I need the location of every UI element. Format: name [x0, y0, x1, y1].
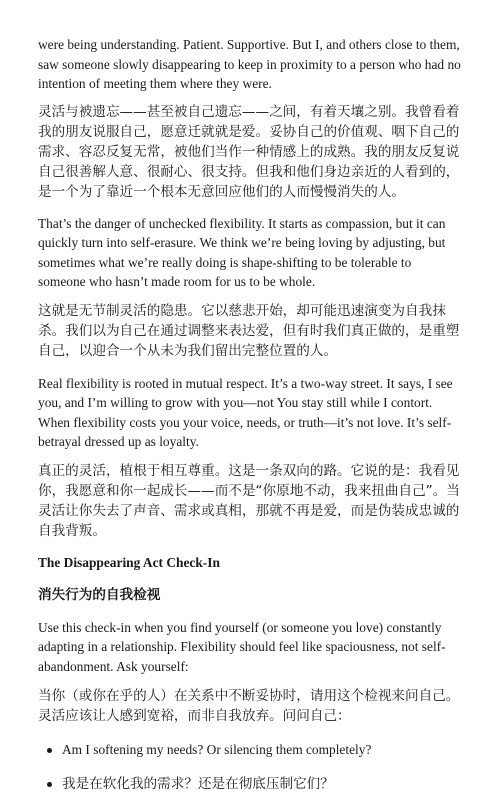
- list-item-text: 我是在软化我的需求？还是在彻底压制它们？: [62, 775, 334, 792]
- list-item: [38, 774, 462, 794]
- paragraph-chinese-4: 当你（或你在乎的人）在关系中不断妥协时，请用这个检视来问自己。灵活应该让人感到宽裕，而非自我放弃。问问自己：: [38, 688, 460, 724]
- paragraph-chinese-1: 灵活与被遗忘——甚至被自己遗忘——之间，有着天壤之别。我曾看着我的朋友说服自己，愿意迁就就是爱。妥协自己的价值观、咽下自己的需求、容忍反复无常，被他们当作一种情感上的成熟。我的朋友反复说自己很善解人意、很耐心、很支持。但我和他们身边亲近的人看到的，是一个为了靠近一个根本无意回应他们的人而慢慢消失的人。: [38, 103, 460, 200]
- bullet-icon: [47, 748, 52, 753]
- bullet-icon: [47, 782, 52, 787]
- section-heading-english: The Disappearing Act Check-In: [38, 554, 220, 570]
- paragraph-english-2: That’s the danger of unchecked flexibility. It starts as compassion, but it can quickly turn into self-erasure. We think we’re being loving by adjusting, but sometimes what we’re really doing is shape-shifting to be tolerable to someone who hasn’t made room for us to be whole.: [38, 215, 446, 289]
- paragraph-english-3: Real flexibility is rooted in mutual respect. It’s a two-way street. It says, I see you, and I’m willing to grow with you—not You stay still while I contort. When flexibility costs you your voice, needs, or truth—it’s not love. It’s self-betrayal dressed up as loyalty.: [38, 375, 453, 449]
- paragraph-chinese-3: 真正的灵活，植根于相互尊重。这是一条双向的路。它说的是：我看见你，我愿意和你一起成长——而不是“你原地不动，我来扭曲自己”。当灵活让你失去了声音、需求或真相，那就不再是爱，而是伪装成忠诚的自我背叛。: [38, 462, 460, 539]
- checkin-question-list: [38, 740, 462, 794]
- paragraph-chinese-2: 这就是无节制灵活的隐患。它以慈悲开始，却可能迅速演变为自我抹杀。我们以为自己在通过调整来表达爱，但有时我们真正做的，是重塑自己，以迎合一个从未为我们留出完整位置的人。: [38, 302, 460, 359]
- list-item: [38, 740, 462, 760]
- paragraph-english-4: Use this check-in when you find yourself (or someone you love) constantly adapting in a relationship. Flexibility should feel like spaciousness, not self-abandonment. Ask yourself:: [38, 619, 446, 674]
- paragraph-english-1: were being understanding. Patient. Supportive. But I, and others close to them, saw someone slowly disappearing to keep in proximity to a person who had no intention of meeting them where they were.: [38, 37, 461, 91]
- document-page: [38, 0, 462, 794]
- list-item-text: Am I softening my needs? Or silencing them completely?: [62, 742, 372, 757]
- section-heading-chinese: 消失行为的自我检视: [38, 586, 161, 603]
